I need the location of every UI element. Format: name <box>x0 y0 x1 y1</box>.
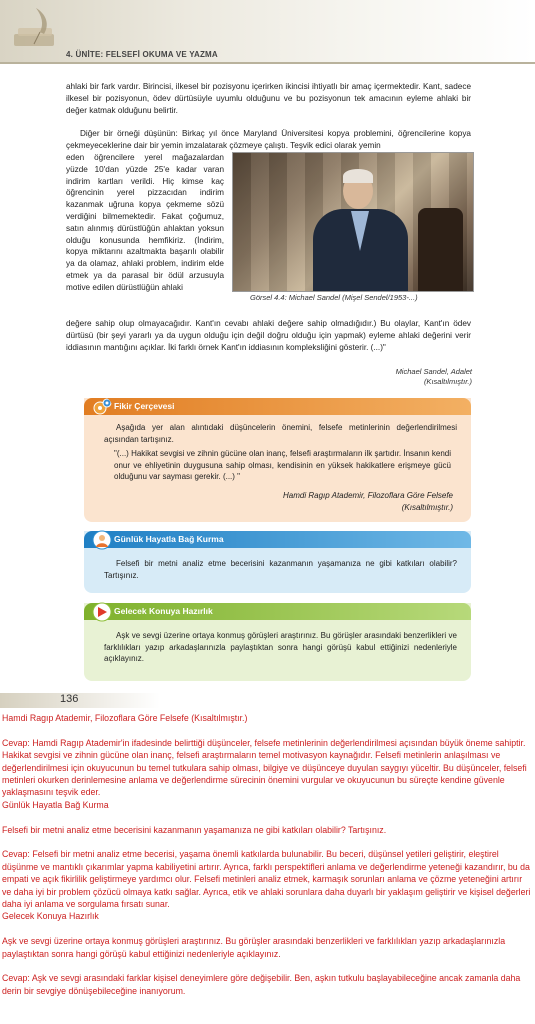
intro-paragraph: ahlaki bir fark vardır. Birincisi, ilkesel bir pozisyonu içerirken ikincisi ihtiyatlı bir amaç içermektedir. Kant, sadece ilkesel bir pozisyonun, ödev dürtüsüyle uyumlu olduğunu ve bu pozisyonun tek amacının eyleme ahlaki bir değer katmak olduğunu belirtir. <box>66 82 471 115</box>
fikir-source <box>114 490 453 514</box>
answer-1: Cevap: Hamdi Ragıp Atademir'in ifadesinde belirttiği düşünceler, felsefe metinlerinin değerlendirilmesi açısından büyük öneme sahiptir. Hakikat sevgisi ve zihnin gücüne olan inanç, felsefi araştırmaların temel motivasyon kaynağıdır. Felsefi metinlerin anlaşılması ve değerlendirilmesi için okuyucunun bu temel tutkulara sahip olması, bilgiye ve düşünceye duyulan saygıyı yüceltir. Bu düşünceler, felsefi metinleri okurken derinlemesine anlama ve değerlendirme sürecinin önemini vurgular ve okuyucunun bu süreçte kendine güvenle yaklaşmasını teşvik eder. <box>2 737 527 798</box>
person-speech-icon <box>92 530 112 550</box>
fikir-question: Aşağıda yer alan alıntıdaki düşüncelerin önemini, felsefe metinlerinin değerlendirilmesi açısından tartışınız. <box>104 423 457 444</box>
gunluk-question: Felsefi bir metni analiz etme becerisini kazanmanın yaşamanıza ne gibi katkıları olabilir? Tartışınız. <box>104 559 457 580</box>
photo-caption: Görsel 4.4: Michael Sandel (Mişel Sendel/1953-...) <box>250 293 418 302</box>
answers-section <box>2 712 532 997</box>
fikir-source-note: (Kısaltılmıştır.) <box>401 503 453 512</box>
answer-question-2: Felsefi bir metni analiz etme becerisini kazanmanın yaşamanıza ne gibi katkıları olabilir? Tartışınız. <box>2 824 387 835</box>
fikir-cercevesi-title: Fikir Çerçevesi <box>114 401 175 411</box>
quill-book-icon <box>6 4 66 56</box>
gunluk-hayat-header <box>84 531 471 548</box>
fikir-quote: "(...) Hakikat sevgisi ve zihnin gücüne olan inanç, felsefi araştırmaların ilk şartıdır. İnsanın kendi onur ve ehliyetinin duygusuna sahip olması, kendisinin en yüksek hakikatlere erişmeye gücü olduğunu var sayması gerekir. (...) " <box>114 449 451 481</box>
answer-heading-3: Gelecek Konuya Hazırlık <box>2 911 99 922</box>
paragraph-2-intro: Diğer bir örneği düşünün: Birkaç yıl önce Maryland Üniversitesi kopya problemini, öğrencilerine kopya çekmeyeceklerine dair bir yemin imzalatarak çözmeye çalıştı. Teşvik edici olarak yemin <box>66 129 471 150</box>
gears-icon <box>92 397 112 417</box>
answer-source-line: Hamdi Ragıp Atademir, Filozoflara Göre Felsefe (Kısaltılmıştır.) <box>2 713 248 723</box>
answer-2: Cevap: Felsefi bir metni analiz etme becerisi, yaşama önemli katkılarda bulunabilir. Bu beceri, düşünsel yetileri geliştirir, eleştirel düşünme ve mantıklı çıkarımlar yapma kabiliyetini artırır. Ayrıca, farklı perspektifleri anlama ve değerlendirme yeteneği kazandırır, bu da empati ve açık fikirlilik geliştirmeye yardımcı olur. Felsefi metinleri analiz etmek, karmaşık sorunları anlama ve çözme yeteneğini artırır ve daha iyi bir problem çözücü olmaya katkı sağlar. Ayrıca, etik ve ahlaki sorunlara daha duyarlı bir yaklaşım geliştirir ve kişisel değerleri daha iyi anlama ve sorgulama fırsatı sunar. <box>2 849 531 910</box>
unit-title: 4. ÜNİTE: FELSEFİ OKUMA VE YAZMA <box>66 50 218 59</box>
michael-sandel-photo <box>232 152 474 292</box>
fikir-cercevesi-header <box>84 398 471 415</box>
page-number-bar <box>0 693 160 708</box>
source-author: Michael Sandel, Adalet <box>395 367 472 376</box>
gelecek-konu-box <box>84 603 471 681</box>
gelecek-konu-header <box>84 603 471 620</box>
page-header <box>0 0 535 64</box>
gelecek-question: Aşk ve sevgi üzerine ortaya konmuş görüşleri araştırınız. Bu görüşler arasındaki benzerlikleri ve farklılıkları yazıp arkadaşlarınızla paylaştıktan sonra hangi görüşü kabul ettiğinizi nedenleriyle açıklayınız. <box>104 631 457 663</box>
fikir-source-author: Hamdi Ragıp Atademir, Filozoflara Göre Felsefe <box>283 491 453 500</box>
header-divider <box>0 62 535 64</box>
paragraph-2-left-column: eden öğrencilere yerel mağazalardan yüzde 10'dan yüzde 25'e kadar varan indirim kartları verildi. Hiç kimse kaç öğrencinin yerel pizzacıdan indirim kazanmak uğruna kopya çekmeme sözü verdiğini bilmemektedir. Fakat çoğumuz, satın alınmış dürüstlüğün ahlaktan yoksun olduğu konusunda hemfikiriz. (İndirim, kopya miktarını azaltmakta başarılı olabilir ya da olamaz, ahlaki problem, indirim elde etmek ya da parasal bir ödül arzusuyla motive edilen dürüstlüğün ahlaki <box>66 153 224 292</box>
answer-question-3: Aşk ve sevgi üzerine ortaya konmuş görüşleri araştırınız. Bu görüşler arasındaki benzerlikleri ve farklılıkları yazıp arkadaşlarınızla paylaştıktan sonra hangi görüşü kabul ettiğinizi nedenleriyle açıklayınız. <box>2 936 506 959</box>
paragraph-2-continued: değere sahip olup olmayacağıdır. Kant'ın cevabı ahlaki değere sahip olmadığıdır.) Bu olaylar, Kant'ın ödev dürtüsü (bir şeyi yararlı ya da uygun olduğu için değil doğru olduğu için yapmak) eyleme ahlaki değerini verir iddiasının mantığını açıklar. İki farklı örnek Kant'ın iddiasının kompleksliğini gösterir. (...)" <box>66 319 471 352</box>
arrow-forward-icon <box>92 602 112 622</box>
fikir-cercevesi-box <box>84 398 471 522</box>
gunluk-hayat-title: Günlük Hayatla Bağ Kurma <box>114 534 224 544</box>
source-citation <box>396 367 472 387</box>
page-number: 136 <box>60 693 79 705</box>
gunluk-hayat-box <box>84 531 471 593</box>
source-note: (Kısaltılmıştır.) <box>423 377 472 386</box>
gelecek-konu-title: Gelecek Konuya Hazırlık <box>114 606 213 616</box>
answer-3: Cevap: Aşk ve sevgi arasındaki farklar kişisel deneyimlere göre değişebilir. Ben, aşkın tutkulu başlayabileceğine ancak zamanla daha derin bir sevgiye dönüşebileceğine inanıyorum. <box>2 973 521 996</box>
answer-heading-2: Günlük Hayatla Bağ Kurma <box>2 799 109 810</box>
